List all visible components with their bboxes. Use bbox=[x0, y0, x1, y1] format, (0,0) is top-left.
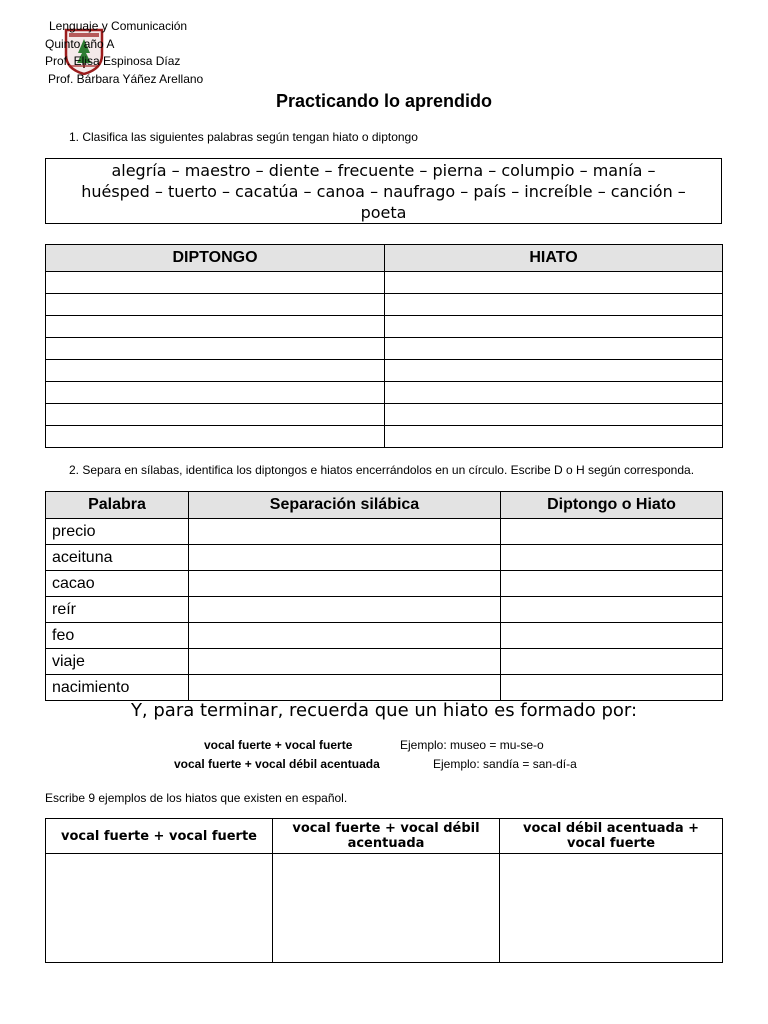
header-teacher-1: Prof. Elisa Espinosa Díaz bbox=[45, 54, 181, 68]
rule-1 bbox=[204, 738, 352, 752]
answer-cell[interactable] bbox=[189, 545, 501, 571]
instruction-3: Escribe 9 ejemplos de los hiatos que existen en español. bbox=[45, 791, 348, 805]
rule-2 bbox=[174, 757, 380, 771]
answer-cell[interactable] bbox=[385, 426, 723, 448]
syllable-table bbox=[45, 491, 723, 701]
answer-cell[interactable] bbox=[46, 360, 385, 382]
answer-cell[interactable] bbox=[46, 404, 385, 426]
column-header-fuerte-debil: vocal fuerte + vocal débil acentuada bbox=[273, 819, 500, 854]
answer-cell[interactable] bbox=[501, 597, 723, 623]
answer-cell[interactable] bbox=[501, 519, 723, 545]
table-row bbox=[46, 404, 723, 426]
table-row bbox=[46, 571, 723, 597]
word-cell: viaje bbox=[46, 649, 189, 675]
header-subject: Lenguaje y Comunicación bbox=[49, 19, 188, 33]
header-teacher-2: Prof. Bárbara Yáñez Arellano bbox=[48, 72, 204, 86]
table-row bbox=[46, 272, 723, 294]
answer-cell[interactable] bbox=[385, 294, 723, 316]
answer-cell[interactable] bbox=[273, 854, 500, 963]
answer-cell[interactable] bbox=[385, 338, 723, 360]
table-row bbox=[46, 545, 723, 571]
answer-cell[interactable] bbox=[189, 571, 501, 597]
answer-cell[interactable] bbox=[189, 623, 501, 649]
answer-cell[interactable] bbox=[500, 854, 723, 963]
answer-cell[interactable] bbox=[385, 360, 723, 382]
word-bank-line: poeta bbox=[360, 203, 407, 222]
answer-cell[interactable] bbox=[189, 597, 501, 623]
answer-cell[interactable] bbox=[46, 338, 385, 360]
word-cell: precio bbox=[46, 519, 189, 545]
header-grade: Quinto año A bbox=[45, 37, 115, 51]
answer-cell[interactable] bbox=[385, 316, 723, 338]
table-row bbox=[46, 519, 723, 545]
word-bank-line: huésped – tuerto – cacatúa – canoa – naufrago – país – increíble – canción – bbox=[81, 182, 686, 201]
answer-cell[interactable] bbox=[189, 649, 501, 675]
word-cell: reír bbox=[46, 597, 189, 623]
word-bank bbox=[45, 158, 722, 224]
table-row bbox=[46, 294, 723, 316]
answer-cell[interactable] bbox=[385, 382, 723, 404]
word-cell: nacimiento bbox=[46, 675, 189, 701]
rule-2-example: Ejemplo: sandía = san-dí-a bbox=[433, 757, 577, 771]
classification-table bbox=[45, 244, 723, 448]
answer-cell[interactable] bbox=[46, 294, 385, 316]
answer-cell[interactable] bbox=[46, 426, 385, 448]
column-header-debil-fuerte: vocal débil acentuada + vocal fuerte bbox=[500, 819, 723, 854]
answer-cell[interactable] bbox=[46, 272, 385, 294]
answer-cell[interactable] bbox=[501, 649, 723, 675]
answer-cell[interactable] bbox=[501, 623, 723, 649]
table-row bbox=[46, 675, 723, 701]
column-header-palabra: Palabra bbox=[46, 492, 189, 519]
column-header-separacion: Separación silábica bbox=[189, 492, 501, 519]
column-header-hiato: HIATO bbox=[385, 245, 723, 272]
table-row bbox=[46, 426, 723, 448]
word-cell: cacao bbox=[46, 571, 189, 597]
rule-1-example: Ejemplo: museo = mu-se-o bbox=[400, 738, 544, 752]
answer-cell[interactable] bbox=[385, 404, 723, 426]
table-row bbox=[46, 854, 723, 963]
answer-cell[interactable] bbox=[46, 316, 385, 338]
hiato-examples-table bbox=[45, 818, 723, 963]
table-row bbox=[46, 649, 723, 675]
answer-cell[interactable] bbox=[189, 675, 501, 701]
table-row bbox=[46, 382, 723, 404]
word-bank-line: alegría – maestro – diente – frecuente – pierna – columpio – manía – bbox=[111, 161, 656, 180]
answer-cell[interactable] bbox=[189, 519, 501, 545]
table-row bbox=[46, 623, 723, 649]
column-header-fuerte-fuerte: vocal fuerte + vocal fuerte bbox=[46, 819, 273, 854]
table-row bbox=[46, 316, 723, 338]
table-row bbox=[46, 338, 723, 360]
reminder-heading: Y, para terminar, recuerda que un hiato es formado por: bbox=[130, 700, 638, 721]
answer-cell[interactable] bbox=[46, 854, 273, 963]
answer-cell[interactable] bbox=[501, 675, 723, 701]
rule-text: vocal fuerte + vocal débil acentuada bbox=[174, 757, 380, 771]
answer-cell[interactable] bbox=[501, 545, 723, 571]
answer-cell[interactable] bbox=[501, 571, 723, 597]
instruction-2: 2. Separa en sílabas, identifica los diptongos e hiatos encerrándolos en un círculo. Escribe D o H según corresponda. bbox=[69, 463, 695, 477]
answer-cell[interactable] bbox=[385, 272, 723, 294]
word-cell: feo bbox=[46, 623, 189, 649]
table-row bbox=[46, 597, 723, 623]
instruction-1: 1. Clasifica las siguientes palabras según tengan hiato o diptongo bbox=[69, 130, 418, 144]
column-header-diptongo-hiato: Diptongo o Hiato bbox=[501, 492, 723, 519]
table-row bbox=[46, 360, 723, 382]
page-title: Practicando lo aprendido bbox=[275, 91, 493, 111]
rule-text: vocal fuerte + vocal fuerte bbox=[204, 738, 353, 752]
column-header-diptongo: DIPTONGO bbox=[46, 245, 385, 272]
word-cell: aceituna bbox=[46, 545, 189, 571]
answer-cell[interactable] bbox=[46, 382, 385, 404]
